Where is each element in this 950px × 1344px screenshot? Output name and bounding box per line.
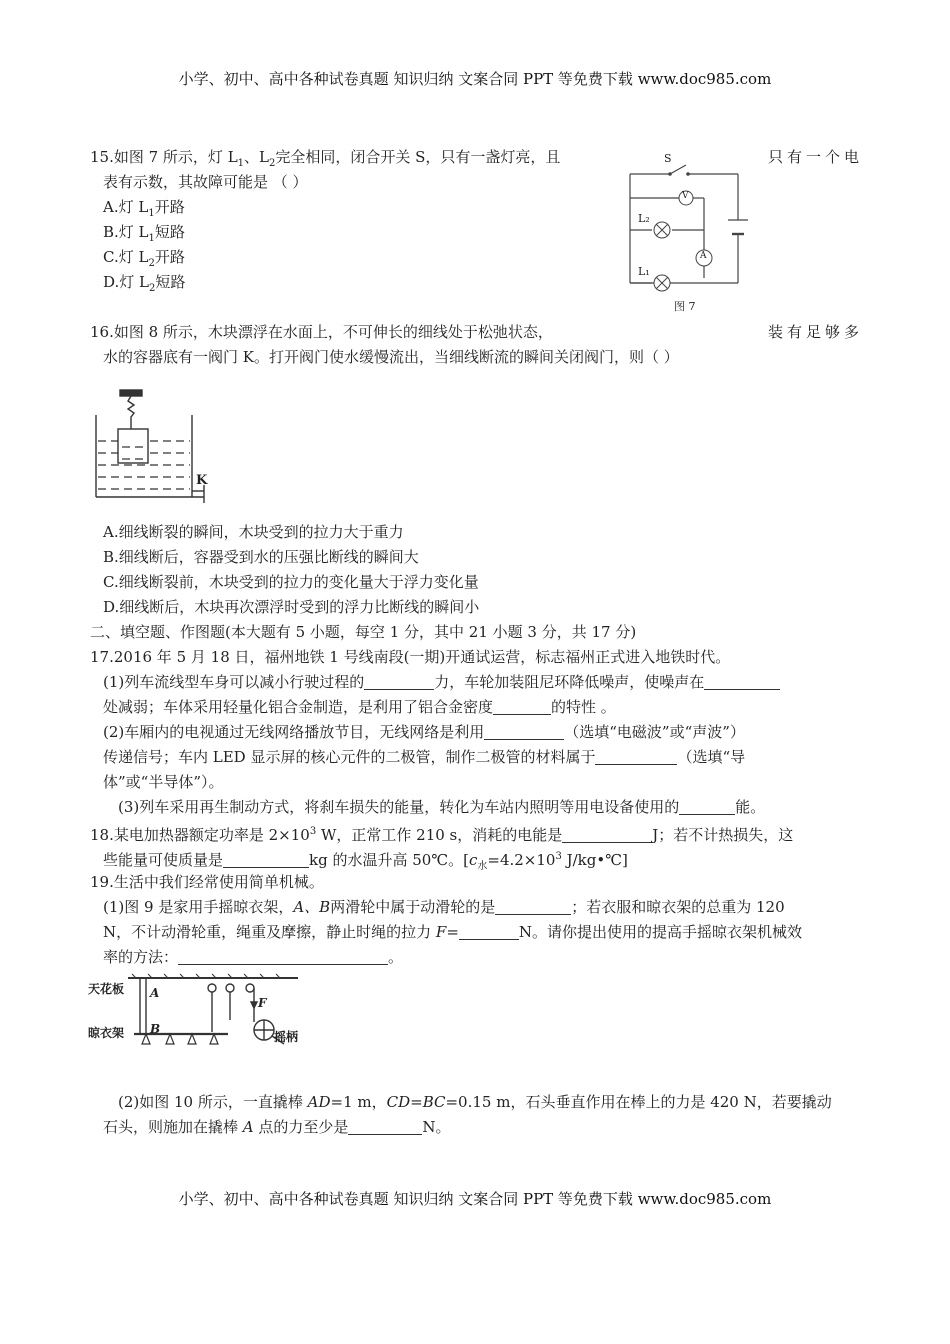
q19-blank-2[interactable] [459, 923, 519, 940]
q19-blank-1[interactable] [495, 898, 571, 915]
q17-stem: 17.2016 年 5 月 18 日，福州地铁 1 号线南段(一期)开通试运营，标志福州正式进入地铁时代。 [90, 648, 731, 666]
q16-option-d: D.细线断后，木块再次漂浮时受到的浮力比断线的瞬间小 [103, 598, 480, 616]
rack-label: 晾衣架 [88, 1026, 125, 1040]
figure-9-clothes-rack [88, 972, 308, 1048]
force-f-label: F [258, 996, 267, 1010]
pulley-a-label: A [150, 986, 160, 1000]
q17-blank-4[interactable] [484, 723, 564, 740]
q17-part1-line2: 处减弱；车体采用轻量化铝合金制造，是利用了铝合金密度 的特性 。 [103, 698, 616, 716]
figure-8-container [88, 385, 228, 515]
q17-blank-5[interactable] [595, 748, 677, 765]
q19-stem: 19.生活中我们经常使用简单机械。 [90, 873, 324, 891]
figure-7-circuit [620, 148, 760, 318]
q17-part2-line3: 体”或“半导体”）。 [103, 773, 224, 791]
q16-stem-right: 装有足够多 [768, 323, 864, 341]
q17-blank-1[interactable] [364, 673, 434, 690]
section-2-heading: 二、填空题、作图题(本大题有 5 小题，每空 1 分，其中 21 小题 3 分，共 17 分) [90, 623, 637, 641]
q15-stem-line2: 表有示数，其故障可能是 （ ） [103, 173, 308, 191]
q17-part1-line1: (1)列车流线型车身可以减小行驶过程的 力，车轮加装阻尼环降低噪声，使噪声在 [103, 671, 780, 693]
q15-option-a: A.灯 $L_1$开路 [103, 198, 185, 219]
q15-option-b: B.灯 $L_1$短路 [103, 223, 185, 244]
q19-part2-line2: 石头，则施加在撬棒 A 点的力至少是 N。 [103, 1118, 451, 1136]
q19-blank-3[interactable] [178, 948, 388, 965]
q17-blank-2[interactable] [704, 673, 780, 690]
q16-stem-line2: 水的容器底有一阀门 K。打开阀门使水缓慢流出，当细线断流的瞬间关闭阀门，则（ ） [103, 348, 679, 366]
q15-stem-a: 15.如图 7 所示，灯 L [90, 148, 238, 166]
q18-blank-2[interactable] [223, 851, 309, 868]
q15-option-c: C.灯 $L_2$开路 [103, 248, 185, 269]
ammeter-label: A [700, 251, 707, 261]
q15-option-d: D.灯 $L_2$短路 [103, 273, 186, 294]
voltmeter-label: V [682, 191, 689, 201]
q16-stem-left: 16.如图 8 所示，木块漂浮在水面上，不可伸长的细线处于松弛状态， [90, 323, 553, 341]
q17-part2-line1: (2)车厢内的电视通过无线网络播放节目，无线网络是利用 （选填“电磁波”或“声波”） [103, 723, 745, 741]
q15-sub2: 2 [269, 158, 276, 169]
ceiling-label: 天花板 [88, 982, 125, 996]
q16-option-c: C.细线断裂前，木块受到的拉力的变化量大于浮力变化量 [103, 573, 479, 591]
pulley-b-label: B [150, 1022, 161, 1036]
q19-part1-line2: N，不计动滑轮重，绳重及摩擦，静止时绳的拉力 F= N。请你提出使用的提高手摇晾衣架机械效 [103, 923, 803, 941]
q15-stem-c: 完全相同，闭合开关 S，只有一盏灯亮，且 [275, 148, 561, 166]
q17-blank-3[interactable] [493, 698, 551, 715]
q19-part1-line1: (1)图 9 是家用手摇晾衣架，A、B两滑轮中属于动滑轮的是 ；若衣服和晾衣架的总重为 120 [103, 898, 785, 916]
figure-7-caption: 图 7 [674, 300, 696, 313]
q17-part3: (3)列车采用再生制动方式，将刹车损失的能量，转化为车站内照明等用电设备使用的 能。 [118, 798, 766, 816]
q18-blank-1[interactable] [562, 826, 652, 843]
valve-label: K [196, 473, 208, 488]
page-footer: 小学、初中、高中各种试卷真题 知识归纳 文案合同 PPT 等免费下载 www.doc985.com [178, 1190, 772, 1208]
q15-stem-right: 只有一个电 [768, 148, 864, 166]
switch-label: S [664, 152, 672, 165]
q15-stem-b: 、L [244, 148, 270, 166]
q19-blank-4[interactable] [348, 1118, 422, 1135]
page-header: 小学、初中、高中各种试卷真题 知识归纳 文案合同 PPT 等免费下载 www.doc985.com [178, 70, 772, 88]
q16-option-b: B.细线断后，容器受到水的压强比断线的瞬间大 [103, 548, 419, 566]
q18-line2: 些能量可使质量是 kg 的水温升高 50℃。[$c_水=4.2\times 10^3$ J/kg•℃] [103, 851, 628, 872]
q19-part2-line1: (2)如图 10 所示，一直撬棒 AD=1 m，CD=BC=0.15 m，石头垂直作用在棒上的力是 420 N，若要撬动 [118, 1093, 832, 1111]
lamp2-label: L₂ [638, 212, 650, 225]
q15-sub1: 1 [237, 158, 245, 169]
crank-label: 摇柄 [274, 1030, 299, 1044]
q17-part2-line2: 传递信号；车内 LED 显示屏的核心元件的二极管，制作二极管的材料属于 （选填“导 [103, 748, 746, 766]
q16-option-a: A.细线断裂的瞬间，木块受到的拉力大于重力 [103, 523, 404, 541]
q19-part1-line3: 率的方法： 。 [103, 948, 404, 966]
q18-line1: 18.某电加热器额定功率是 $2\times 10^3$ W，正常工作 210 s，消耗的电能是 J；若不计热损失，这 [90, 826, 794, 844]
lamp1-label: L₁ [638, 265, 650, 278]
q17-blank-6[interactable] [679, 798, 735, 815]
